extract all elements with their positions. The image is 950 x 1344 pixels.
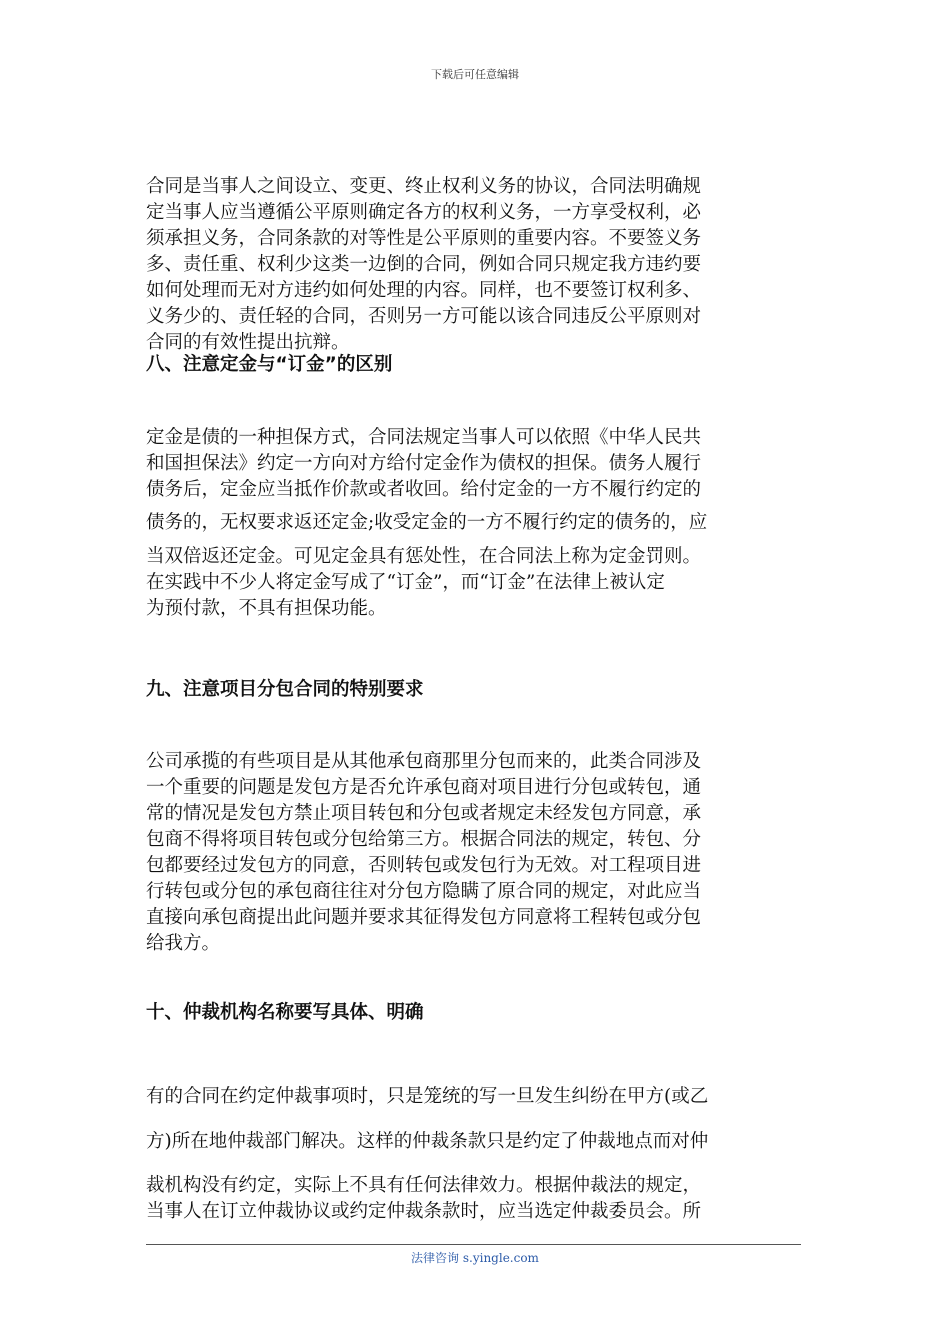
text-line: 定当事人应当遵循公平原则确定各方的权利义务，一方享受权利，必 — [146, 202, 702, 223]
text-line: 在实践中不少人将定金写成了“订金”，而“订金”在法律上被认定 — [146, 572, 665, 593]
section-heading-10: 十、仲裁机构名称要写具体、明确 — [146, 1002, 424, 1023]
text-line: 为预付款，不具有担保功能。 — [146, 598, 387, 619]
text-line: 常的情况是发包方禁止项目转包和分包或者规定未经发包方同意，承 — [146, 803, 702, 824]
section-heading-8: 八、注意定金与“订金”的区别 — [146, 354, 393, 375]
text-line: 如何处理而无对方违约如何处理的内容。同样，也不要签订权利多、 — [146, 280, 702, 301]
text-line: 给我方。 — [146, 933, 221, 954]
text-line: 包都要经过发包方的同意，否则转包或发包行为无效。对工程项目进 — [146, 855, 702, 876]
text-line: 多、责任重、权利少这类一边倒的合同，例如合同只规定我方违约要 — [146, 254, 702, 275]
text-line: 行转包或分包的承包商往往对分包方隐瞒了原合同的规定，对此应当 — [146, 881, 702, 902]
paragraph-fairness — [146, 174, 806, 356]
text-line: 有的合同在约定仲裁事项时，只是笼统的写一旦发生纠纷在甲方(或乙 — [146, 1086, 709, 1107]
text-line: 直接向承包商提出此问题并要求其征得发包方同意将工程转包或分包 — [146, 907, 702, 928]
text-line: 裁机构没有约定，实际上不具有任何法律效力。根据仲裁法的规定， — [146, 1175, 702, 1196]
text-line: 方)所在地仲裁部门解决。这样的仲裁条款只是约定了仲裁地点而对仲 — [146, 1131, 709, 1152]
text-line: 一个重要的问题是发包方是否允许承包商对项目进行分包或转包，通 — [146, 777, 702, 798]
paragraph-arbitration — [146, 1084, 806, 1225]
section-heading-9: 九、注意项目分包合同的特别要求 — [146, 679, 424, 700]
footer-divider — [146, 1244, 801, 1245]
text-line: 当双倍返还定金。可见定金具有惩处性，在合同法上称为定金罚则。 — [146, 546, 702, 567]
text-line: 义务少的、责任轻的合同，否则另一方可能以该合同违反公平原则对 — [146, 306, 702, 327]
paragraph-subcontract — [146, 749, 806, 957]
page-header: 下载后可任意编辑 — [431, 68, 519, 81]
text-line: 当事人在订立仲裁协议或约定仲裁条款时，应当选定仲裁委员会。所 — [146, 1201, 702, 1222]
text-line: 合同是当事人之间设立、变更、终止权利义务的协议，合同法明确规 — [146, 176, 702, 197]
text-line: 公司承揽的有些项目是从其他承包商那里分包而来的，此类合同涉及 — [146, 751, 702, 772]
paragraph-deposit — [146, 425, 806, 622]
text-line: 定金是债的一种担保方式，合同法规定当事人可以依照《中华人民共 — [146, 427, 702, 448]
text-line: 和国担保法》约定一方向对方给付定金作为债权的担保。债务人履行 — [146, 453, 702, 474]
text-line: 包商不得将项目转包或分包给第三方。根据合同法的规定，转包、分 — [146, 829, 702, 850]
text-line: 债务后，定金应当抵作价款或者收回。给付定金的一方不履行约定的 — [146, 479, 702, 500]
footer-link[interactable]: 法律咨询 s.yingle.com — [411, 1251, 539, 1265]
text-line: 须承担义务，合同条款的对等性是公平原则的重要内容。不要签义务 — [146, 228, 702, 249]
text-line: 债务的，无权要求返还定金;收受定金的一方不履行约定的债务的，应 — [146, 512, 708, 533]
text-line: 合同的有效性提出抗辩。 — [146, 332, 350, 353]
